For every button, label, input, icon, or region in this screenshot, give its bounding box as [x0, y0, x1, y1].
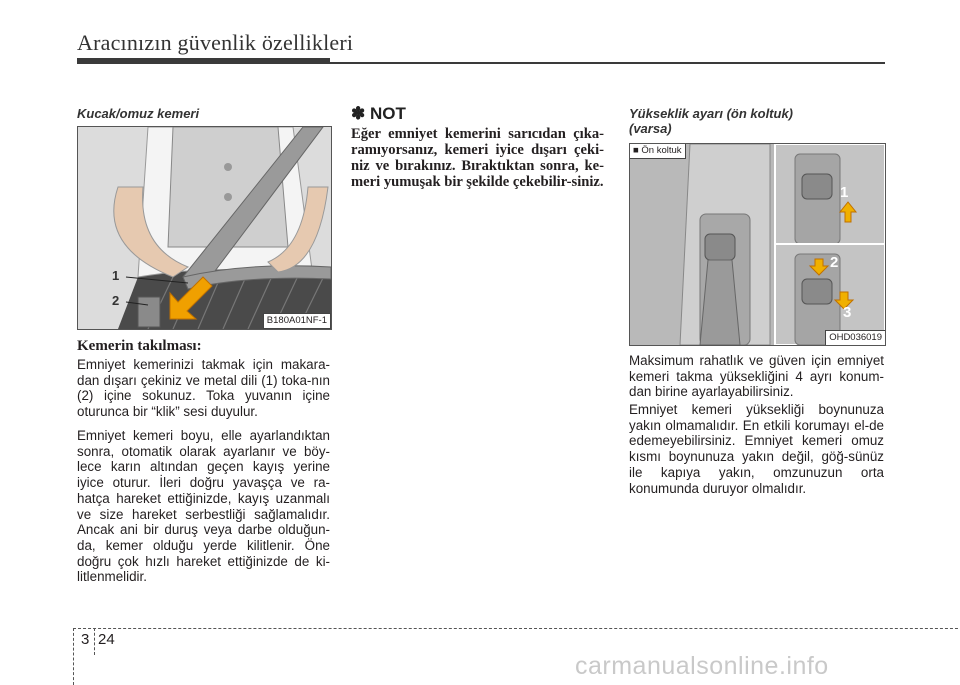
paragraph-height-2: Emniyet kemeri yüksekliği boynunuza yakın olmamalıdır. En etkili korumayı el-de edemeyebilirsiniz. Emniyet kemeri omuz kısmı boynunuza yakın değil, göğ-sünüz ile kapıya yakın, omzunuzun orta konumunda duruyor olmalıdır.	[629, 402, 884, 496]
callout-3: 3	[843, 304, 852, 321]
section-heading-line1: Yükseklik ayarı (ön koltuk)	[629, 106, 794, 121]
callout-1: 1	[840, 184, 849, 201]
height-adjust-illustration	[629, 143, 886, 346]
note-title	[351, 104, 406, 124]
callout-2: 2	[112, 293, 120, 308]
note-asterisk-icon: ✽	[351, 104, 366, 123]
section-heading-lap-shoulder-belt: Kucak/omuz kemeri	[77, 106, 200, 121]
watermark: carmanualsonline.info	[575, 652, 829, 680]
page-section-number: 3	[81, 631, 90, 648]
callout-2: 2	[830, 254, 839, 271]
callout-1: 1	[112, 268, 120, 283]
figure-code: OHD036019	[825, 330, 885, 345]
page-header-title: Aracınızın güvenlik özellikleri	[77, 30, 354, 55]
note-body: Eğer emniyet kemerini sarıcıdan çıka-ramıyorsanız, kemeri iyice dışarı çeki-niz ve bırakınız. Bıraktıktan sonra, ke-meri yumuşak bir şekilde çekebilir-siniz.	[351, 126, 604, 190]
header-rule-thick	[77, 58, 330, 64]
paragraph-height-1: Maksimum rahatlık ve güven için emniyet kemeri takma yüksekliğini 4 ayrı konum-dan birine ayarlayabilirsiniz.	[629, 353, 884, 400]
footer-dash-horizontal	[73, 628, 960, 629]
figure-code: B180A01NF-1	[263, 313, 331, 329]
header-rule-thin	[330, 62, 885, 64]
page-number: 24	[98, 631, 115, 648]
paragraph-fastening-2: Emniyet kemeri boyu, elle ayarlandıktan sonra, otomatik olarak ayarlanır ve böy-lece karın altından geçen kayış yerine iyice oturur. İleri doğru yavaşça ve ra-hatça hareket ettiğinizde, kayış uzanmalı ve size hareket serbestliği sağlamalıdır. Ancak ani bir duruş veya darbe olduğun-da, kemer olduğu yerde kilitlenir. Öne doğru çok hızlı hareket ettiğinizde de ki-litlenmelidir.	[77, 428, 330, 585]
footer-divider	[94, 628, 95, 655]
section-heading-height-adjust	[629, 106, 793, 136]
note-title-text: NOT	[369, 104, 406, 123]
seatbelt-fastening-illustration	[77, 126, 332, 330]
footer-dash-vertical	[73, 628, 74, 685]
section-heading-line2: (varsa)	[629, 121, 672, 136]
paragraph-fastening-1: Emniyet kemerinizi takmak için makara-dan dışarı çekiniz ve metal dili (1) toka-nın (2) içine sokunuz. Toka yuvanın içine oturunca bir “klik” sesi duyulur.	[77, 357, 330, 420]
subheading-fastening: Kemerin takılması:	[77, 338, 202, 354]
figure-tag-front-seat: ■ Ön koltuk	[630, 144, 686, 159]
